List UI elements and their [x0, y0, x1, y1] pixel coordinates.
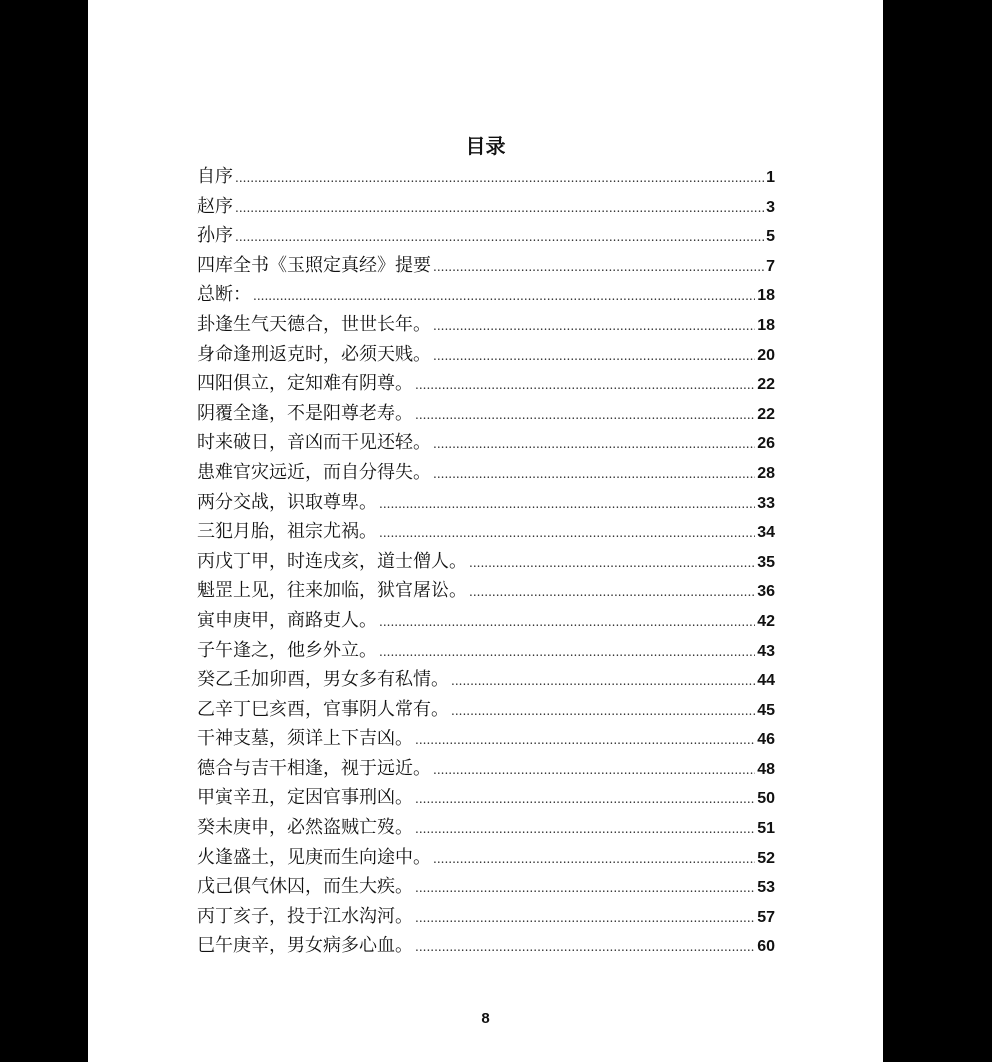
dot-leader [415, 408, 755, 422]
toc-entry-page: 36 [757, 583, 775, 601]
toc-entry-page: 60 [757, 938, 775, 956]
dot-leader [451, 674, 755, 688]
toc-entry-page: 45 [757, 701, 775, 719]
toc-entry-label: 火逢盛土，见庚而生向途中。 [197, 846, 431, 868]
toc-entry-page: 42 [757, 612, 775, 630]
toc-entry[interactable] [197, 517, 775, 547]
toc-entry[interactable] [197, 724, 775, 754]
toc-entry-label: 甲寅辛丑，定因官事刑凶。 [197, 787, 413, 809]
toc-entry[interactable] [197, 931, 775, 961]
toc-entry-label: 寅申庚甲，商路吏人。 [197, 609, 377, 631]
toc-entry-label: 癸未庚申，必然盗贼亡歿。 [197, 817, 413, 839]
toc-entry-label: 四库全书《玉照定真经》提要 [197, 254, 431, 276]
dot-leader [415, 378, 755, 392]
dot-leader [469, 585, 755, 599]
dot-leader [451, 704, 755, 718]
toc-entry[interactable] [197, 340, 775, 370]
toc-entry-label: 总断： [197, 284, 251, 306]
toc-entry-page: 52 [757, 849, 775, 867]
dot-leader [433, 437, 755, 451]
toc-entry[interactable] [197, 695, 775, 725]
toc-entry-label: 戊己俱气休囚，而生大疾。 [197, 876, 413, 898]
page-number: 8 [481, 1010, 490, 1027]
toc-entry[interactable] [197, 310, 775, 340]
toc-entry[interactable] [197, 280, 775, 310]
toc-entry-label: 德合与吉干相逢，视于远近。 [197, 757, 431, 779]
toc-entry-label: 四阳俱立，定知难有阴尊。 [197, 373, 413, 395]
toc-entry-page: 7 [766, 257, 775, 275]
toc-entry-label: 子午逢之，他乡外立。 [197, 639, 377, 661]
toc-entry[interactable] [197, 458, 775, 488]
toc-entry-label: 巳午庚辛，男女病多心血。 [197, 935, 413, 957]
toc-entry-page: 48 [757, 760, 775, 778]
document-page [88, 0, 883, 1062]
toc-entry[interactable] [197, 162, 775, 192]
toc-entry-page: 34 [757, 524, 775, 542]
dot-leader [379, 645, 755, 659]
toc-entry-page: 44 [757, 672, 775, 690]
toc-entry-page: 50 [757, 790, 775, 808]
toc-entry-page: 43 [757, 642, 775, 660]
dot-leader [415, 940, 755, 954]
dot-leader [433, 852, 755, 866]
dot-leader [415, 911, 755, 925]
dot-leader [433, 319, 755, 333]
toc-entry-label: 身命逢刑返克时，必须天贱。 [197, 343, 431, 365]
toc-entry-page: 22 [757, 405, 775, 423]
dot-leader [433, 349, 755, 363]
toc-entry[interactable] [197, 399, 775, 429]
dot-leader [235, 230, 764, 244]
toc-entry[interactable] [197, 636, 775, 666]
toc-entry-label: 赵序 [197, 195, 233, 217]
toc-entry-label: 两分交战，识取尊卑。 [197, 491, 377, 513]
toc-entry[interactable] [197, 221, 775, 251]
toc-entry-label: 时来破日，音凶而干见还轻。 [197, 432, 431, 454]
toc-entry-page: 28 [757, 464, 775, 482]
toc-title: 目录 [465, 134, 506, 158]
toc-entry-page: 53 [757, 879, 775, 897]
dot-leader [415, 733, 755, 747]
toc-entry-page: 26 [757, 435, 775, 453]
toc-entry-label: 卦逢生气天德合，世世长年。 [197, 313, 431, 335]
toc-entry[interactable] [197, 843, 775, 873]
toc-entry-label: 自序 [197, 166, 233, 187]
toc-entry-page: 35 [757, 553, 775, 571]
toc-entry[interactable] [197, 488, 775, 518]
toc-entry-page: 20 [757, 346, 775, 364]
toc-entry-page: 18 [757, 316, 775, 334]
toc-entry-page: 51 [757, 820, 775, 838]
toc-entry-label: 魁罡上见，往来加临，狱官屠讼。 [197, 580, 467, 602]
dot-leader [415, 792, 755, 806]
dot-leader [235, 201, 764, 215]
dot-leader [379, 615, 755, 629]
toc-entry[interactable] [197, 902, 775, 932]
toc-entry-page: 1 [766, 169, 775, 186]
toc-entry-page: 18 [757, 287, 775, 305]
table-of-contents [197, 162, 775, 961]
toc-entry[interactable] [197, 783, 775, 813]
dot-leader [469, 556, 755, 570]
dot-leader [379, 497, 755, 511]
toc-entry-label: 乙辛丁巳亥酉，官事阴人常有。 [197, 698, 449, 720]
toc-entry-label: 患难官灾远近，而自分得失。 [197, 461, 431, 483]
toc-entry-page: 22 [757, 376, 775, 394]
dot-leader [379, 526, 755, 540]
toc-entry-label: 丙戊丁甲，时连戌亥，道士僧人。 [197, 550, 467, 572]
dot-leader [415, 881, 755, 895]
toc-entry[interactable] [197, 251, 775, 281]
toc-entry-label: 三犯月胎，祖宗尤祸。 [197, 521, 377, 543]
dot-leader [253, 289, 755, 303]
toc-entry[interactable] [197, 813, 775, 843]
toc-entry[interactable] [197, 872, 775, 902]
dot-leader [433, 763, 755, 777]
toc-entry-label: 阴覆全逢，不是阳尊老寿。 [197, 402, 413, 424]
toc-entry-page: 3 [766, 198, 775, 216]
toc-entry[interactable] [197, 192, 775, 222]
dot-leader [235, 171, 764, 185]
dot-leader [433, 260, 764, 274]
toc-entry-label: 丙丁亥子，投于江水沟河。 [197, 905, 413, 927]
toc-entry-label: 癸乙壬加卯酉，男女多有私情。 [197, 669, 449, 691]
toc-entry[interactable] [197, 665, 775, 695]
toc-entry[interactable] [197, 576, 775, 606]
dot-leader [433, 467, 755, 481]
toc-entry-label: 孙序 [197, 225, 233, 247]
toc-entry[interactable] [197, 547, 775, 577]
toc-entry[interactable] [197, 606, 775, 636]
dot-leader [415, 822, 755, 836]
toc-entry-page: 46 [757, 731, 775, 749]
toc-entry-page: 33 [757, 494, 775, 512]
toc-entry-label: 干神支墓，须详上下吉凶。 [197, 728, 413, 750]
toc-entry[interactable] [197, 428, 775, 458]
toc-entry-page: 5 [766, 228, 775, 246]
toc-entry[interactable] [197, 369, 775, 399]
toc-entry-page: 57 [757, 908, 775, 926]
toc-entry[interactable] [197, 754, 775, 784]
